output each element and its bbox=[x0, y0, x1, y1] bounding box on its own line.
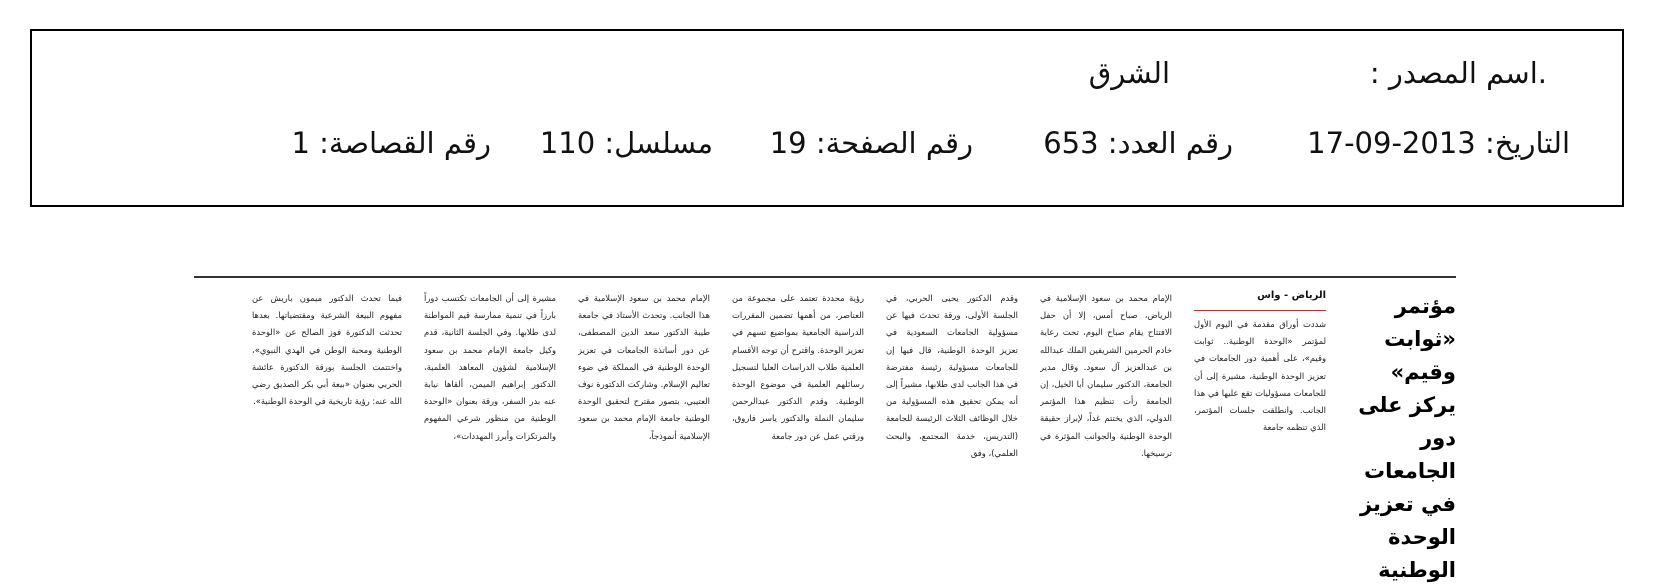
page-number: رقم الصفحة: 19 bbox=[769, 126, 973, 160]
article-column: الإمام محمد بن سعود الإسلامية في هذا الجانب. وتحدث الأستاذ في جامعة طيبة الدكتور سعد الدين المصطفى، عن دور أساتذة الجامعات في تعزيز الوحدة الوطنية في المملكة في ضوء تعاليم الإسلام. وشاركت الدكتورة نوف العتيبي، بتصور مقترح لتحقيق الوحدة الوطنية جامعة الإمام محمد بن سعود الإسلامية أنموذجاً، bbox=[578, 293, 710, 441]
article-column: رؤية محددة تعتمد على مجموعة من العناصر، من أهمها تضمين المقررات الدراسية الجامعية بمواضيع تسهم في تعزيز الوحدة. واقترح أن توجه الأقسام العلمية طلاب الدراسات العليا لتسجيل رسائلهم العلمية في موضوع الوحدة الوطنية. وقدم الدكتور عبدالرحمن سليمان النملة والدكتور ياسر فاروق، ورقتي عمل عن دور جامعة bbox=[732, 293, 864, 441]
clip-number: رقم القصاصة: 1 bbox=[291, 126, 491, 160]
issue-number: رقم العدد: 653 bbox=[1043, 126, 1233, 160]
article-column: شددت أوراق مقدمة في اليوم الأول لمؤتمر «الوحدة الوطنية.. ثوابت وقيم»، على أهمية دور الجامعات في تعزيز الوحدة الوطنية، مشيرة إلى أن للجامعات مسؤوليات تقع عليها في هذا الجانب. وانطلقت جلسات المؤتمر، الذي تنظمه جامعة bbox=[1194, 319, 1326, 433]
article-byline: الرياض - واس bbox=[1257, 290, 1326, 301]
article-headline: مؤتمر «ثوابت وقيم» يركز على دور الجامعات في تعزيز الوحدة الوطنية bbox=[1358, 294, 1456, 582]
serial-number: مسلسل: 110 bbox=[539, 126, 713, 160]
article-column: وقدم الدكتور يحيى الحربي، في الجلسة الأولى، ورقة تحدث فيها عن مسؤولية الجامعات السعودية في تعزيز الوحدة الوطنية، قال فيها إن للجامعات مسؤولية رئيسة مفترضة في هذا الجانب لدى طلابها، مشيراً إلى أنه يمكن تحقيق هذه المسؤولية من خلال الوظائف الثلاث الرئيسة للجامعة (التدريس، خدمة المجتمع، والبحث العلمي)، وفق bbox=[886, 293, 1018, 458]
article-column: مشيرة إلى أن الجامعات تكتسب دوراً بارزاً في تنمية ممارسة قيم المواطنة لدى طلابها. وفي الجلسة الثانية، قدم وكيل جامعة الإمام محمد بن سعود الإسلامية لشؤون المعاهد العلمية، الدكتور إبراهيم الميمن، ألقاها نيابة عنه بدر السفر، ورقة بعنوان «الوحدة الوطنية من منظور شرعي المفهوم والمرتكزات وأبرز المهددات»، bbox=[424, 293, 556, 441]
newspaper-clipping bbox=[194, 282, 1456, 582]
byline-rule bbox=[1194, 310, 1326, 311]
source-label: .اسم المصدر : bbox=[1369, 56, 1547, 90]
source-value: الشرق bbox=[1088, 56, 1170, 90]
date-field: التاريخ: 2013-09-17 bbox=[1307, 126, 1570, 160]
article-column: فيما تحدث الدكتور ميمون باريش عن مفهوم البيعة الشرعية ومقتضياتها. بعدها تحدثت الدكتورة فوز الصالح عن «الوحدة الوطنية ومحبة الوطن في الهدي النبوي»، واختتمت الجلسة بورقة الدكتورة عائشة الحربي بعنوان «بيعة أبي بكر الصديق رضي الله عنه: رؤية تاريخية في الوحدة الوطنية». bbox=[252, 293, 402, 407]
article-column: الإمام محمد بن سعود الإسلامية في الرياض، صباح أمس، إلا أن حفل الافتتاح يقام صباح اليوم، تحت رعاية خادم الحرمين الشريفين الملك عبدالله بن عبدالعزيز آل سعود. وقال مدير الجامعة، الدكتور سليمان أبا الخيل، إن الجامعة رأت تنظيم هذا المؤتمر الدولي، الذي يختتم غداً، لإبراز حقيقة الوحدة الوطنية والجوانب المؤثرة في ترسيخها. bbox=[1040, 293, 1172, 458]
article-top-rule bbox=[194, 276, 1456, 278]
